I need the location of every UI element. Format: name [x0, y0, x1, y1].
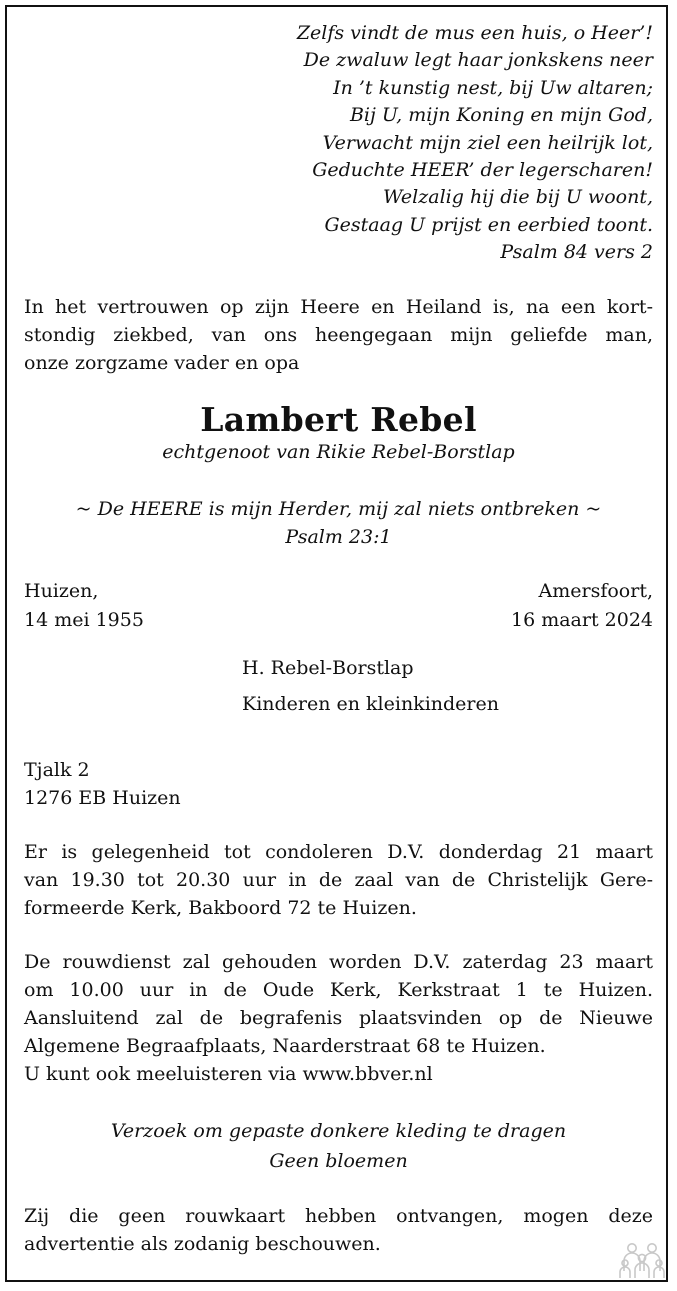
obituary-notice	[24, 20, 653, 1258]
bible-quote	[24, 495, 653, 551]
intro-line: stondig ziekbed, van ons heengegaan mijn geliefde man,	[24, 323, 653, 346]
condolence-info	[24, 838, 653, 922]
poem-line: Welzalig hij die bij U woont,	[382, 186, 653, 209]
birth-place: Huizen,	[24, 579, 99, 602]
poem-line: Geduchte HEER’ der legerscharen!	[312, 159, 653, 182]
requests	[24, 1116, 653, 1176]
birth-date: 14 mei 1955	[24, 609, 144, 632]
death-date: 16 maart 2024	[511, 609, 653, 632]
condolence-line: Er is gelegenheid tot condoleren D.V. donderdag 21 maart	[24, 840, 653, 863]
service-line: U kunt ook meeluisteren via www.bbver.nl	[24, 1062, 433, 1085]
dress-code-request: Verzoek om gepaste donkere kleding te dragen	[110, 1119, 567, 1142]
poem-line: Zelfs vindt de mus een huis, o Heer’!	[296, 22, 653, 44]
poem-line: In ’t kunstig nest, bij Uw altaren;	[333, 76, 653, 99]
people-group-icon	[619, 1241, 665, 1279]
service-line: De rouwdienst zal gehouden worden D.V. zaterdag 23 maart	[24, 950, 653, 973]
intro-line: In het vertrouwen op zijn Heere en Heiland is, na een kort-	[24, 295, 653, 318]
family-member: Kinderen en kleinkinderen	[242, 692, 499, 715]
funeral-service-info	[24, 948, 653, 1088]
service-line: Algemene Begraafplaats, Naarderstraat 68 te Huizen.	[24, 1034, 546, 1057]
service-line: Aansluitend zal de begrafenis plaatsvinden op de Nieuwe	[24, 1006, 653, 1029]
family-member: H. Rebel-Borstlap	[242, 656, 414, 679]
intro-text	[24, 293, 653, 377]
intro-line: onze zorgzame vader en opa	[24, 351, 300, 374]
no-flowers-request: Geen bloemen	[269, 1149, 408, 1172]
condolence-line: van 19.30 tot 20.30 uur in de zaal van de Christelijk Gere-	[24, 868, 653, 891]
deceased-name: Lambert Rebel	[200, 399, 477, 439]
service-line: om 10.00 uur in de Oude Kerk, Kerkstraat 1 te Huizen.	[24, 978, 653, 1001]
poem-line: Gestaag U prijst en eerbied toont.	[324, 213, 653, 236]
family-names	[24, 650, 653, 722]
condolence-line: formeerde Kerk, Bakboord 72 te Huizen.	[24, 896, 417, 919]
poem-line: Verwacht mijn ziel een heilrijk lot,	[322, 131, 653, 154]
spouse-line: echtgenoot van Rikie Rebel-Borstlap	[162, 440, 515, 463]
birth-info	[24, 577, 144, 636]
quote-reference: Psalm 23:1	[285, 525, 392, 548]
death-place: Amersfoort,	[538, 579, 653, 602]
life-dates	[24, 577, 653, 636]
correspondence-address	[24, 756, 653, 812]
poem-line: Bij U, mijn Koning en mijn God,	[349, 104, 653, 127]
poem-line: De zwaluw legt haar jonkskens neer	[303, 49, 653, 72]
closing-line: Zij die geen rouwkaart hebben ontvangen, mogen deze	[24, 1204, 653, 1227]
closing-line: advertentie als zodanig beschouwen.	[24, 1232, 381, 1255]
quote-text: ~ De HEERE is mijn Herder, mij zal niets ontbreken ~	[75, 497, 602, 520]
psalm-verse	[24, 20, 653, 267]
poem-reference: Psalm 84 vers 2	[500, 241, 653, 264]
closing-text	[24, 1202, 653, 1258]
address-postcode: 1276 EB Huizen	[24, 786, 181, 809]
address-street: Tjalk 2	[24, 758, 90, 781]
death-info	[511, 577, 653, 636]
